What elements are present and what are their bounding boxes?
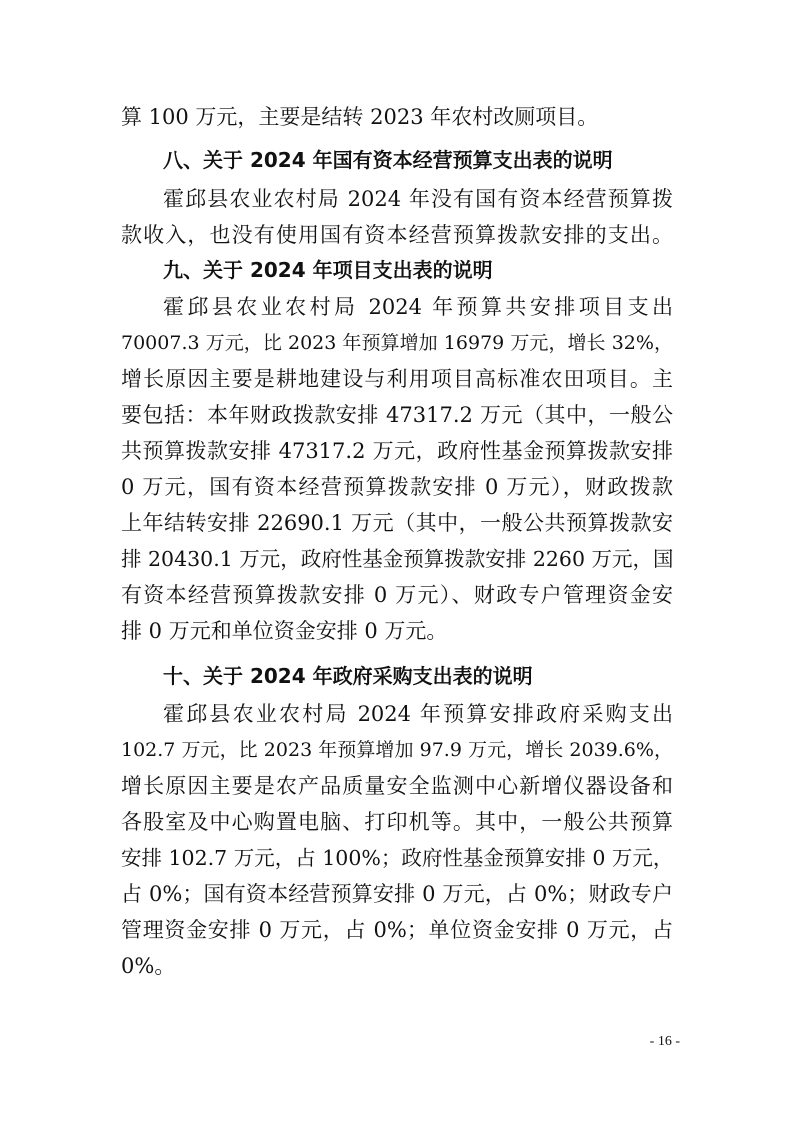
- section-heading-10: 十、关于 2024 年政府采购支出表的说明: [163, 664, 533, 688]
- paragraph-line: 排 0 万元和单位资金安排 0 万元。: [121, 619, 448, 643]
- section-heading-9: 九、关于 2024 年项目支出表的说明: [163, 258, 493, 282]
- paragraph-line: 款收入，也没有使用国有资本经营预算拨款安排的支出。: [121, 223, 673, 247]
- paragraph-line: 霍邱县农业农村局 2024 年没有国有资本经营预算拨: [163, 187, 673, 211]
- paragraph-line: 有资本经营预算拨款安排 0 万元）、财政专户管理资金安: [121, 583, 673, 607]
- paragraph-line: 增长原因主要是农产品质量安全监测中心新增仪器设备和: [121, 774, 673, 798]
- paragraph-line: 0%。: [121, 954, 176, 978]
- paragraph-line: 102.7 万元，比 2023 年预算增加 97.9 万元，增长 2039.6%，: [121, 739, 673, 761]
- paragraph-line: 上年结转安排 22690.1 万元（其中，一般公共预算拨款安: [121, 511, 673, 535]
- section-heading-8: 八、关于 2024 年国有资本经营预算支出表的说明: [163, 148, 613, 172]
- paragraph-line: 霍邱县农业农村局 2024 年预算共安排项目支出: [163, 295, 673, 319]
- paragraph-line: 霍邱县农业农村局 2024 年预算安排政府采购支出: [163, 702, 673, 726]
- paragraph-line: 算 100 万元，主要是结转 2023 年农村改厕项目。: [121, 105, 599, 129]
- paragraph-line: 管理资金安排 0 万元，占 0%；单位资金安排 0 万元，占: [121, 918, 673, 942]
- paragraph-line: 要包括：本年财政拨款安排 47317.2 万元（其中，一般公: [121, 403, 673, 427]
- page-number: - 16 -: [649, 1034, 680, 1049]
- paragraph-line: 各股室及中心购置电脑、打印机等。其中，一般公共预算: [121, 810, 673, 834]
- paragraph-line: 占 0%；国有资本经营预算安排 0 万元，占 0%；财政专户: [121, 882, 673, 906]
- paragraph-line: 排 20430.1 万元，政府性基金预算拨款安排 2260 万元，国: [121, 547, 674, 571]
- paragraph-line: 0 万元，国有资本经营预算拨款安排 0 万元），财政拨款: [121, 475, 673, 499]
- paragraph-line: 增长原因主要是耕地建设与利用项目高标准农田项目。主: [121, 367, 673, 391]
- paragraph-line: 安排 102.7 万元，占 100%；政府性基金预算安排 0 万元，: [121, 846, 674, 870]
- paragraph-line: 70007.3 万元，比 2023 年预算增加 16979 万元，增长 32%，: [121, 332, 673, 354]
- paragraph-line: 共预算拨款安排 47317.2 万元，政府性基金预算拨款安排: [121, 439, 673, 463]
